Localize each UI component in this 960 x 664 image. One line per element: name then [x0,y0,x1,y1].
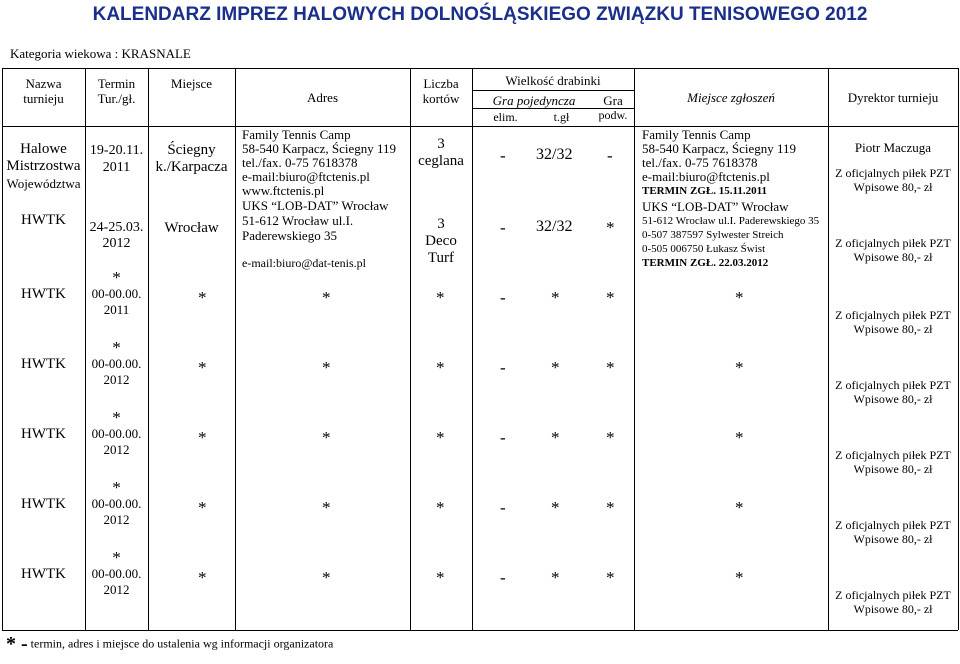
application-contact: UKS “LOB-DAT” Wrocław 51-612 Wrocław ul.I. Paderewskiego 35 0-507 387597 Sylwester Streich 0-505 006750 Łukasz Świst TERMIN ZGŁ. 22.03.2012 [642,199,820,269]
doubles-value: - [607,146,613,165]
ball-fee-info: Z oficjalnych piłek PZT Wpisowe 80,- zł [835,378,951,406]
star-placeholder: * [322,288,331,307]
term: 24-25.03. 2012 [89,220,144,251]
term: * 00-00.00. 2012 [91,408,142,457]
star-placeholder: * [322,428,331,447]
header-director: Dyrektor turnieju [847,90,939,105]
term: 19-20.11. 2011 [89,143,144,175]
dash-placeholder: - [500,288,506,307]
star-placeholder: * [551,498,560,517]
term: * 00-00.00. 2012 [91,338,142,387]
header-singles: Gra pojedyncza [492,93,576,108]
header-name: Nazwa turnieju [23,76,64,106]
application-contact: Family Tennis Camp 58-540 Karpacz, Ściegny 119 tel./fax. 0-75 7618378 e-mail:biuro@ftctenis.pl TERMIN ZGŁ. 15.11.2011 [642,127,797,197]
elim-value: - [500,218,506,237]
star-placeholder: * [606,568,615,587]
dash-placeholder: - [500,358,506,377]
place: Wrocław [164,220,219,236]
term: * 00-00.00. 2011 [91,268,142,317]
star-placeholder: * [551,428,560,447]
star-placeholder: * [551,358,560,377]
star-placeholder: * [436,358,445,377]
header-doubles: Gra podw. [598,93,628,122]
star-placeholder: * [735,498,744,517]
star-placeholder: * [322,568,331,587]
star-placeholder: * [606,358,615,377]
application-deadline: TERMIN ZGŁ. 15.11.2011 [642,185,767,197]
star-placeholder: * [551,288,560,307]
header-tgl: t.gł [553,110,570,124]
header-courts: Liczba kortów [422,76,460,106]
tournament-name: HWTK [21,356,66,372]
main-draw-value: 32/32 [536,146,573,163]
director-name: Piotr Maczuga [854,140,932,155]
address: UKS “LOB-DAT” Wrocław 51-612 Wrocław ul.I. Paderewskiego 35 e-mail:biuro@dat-tenis.pl [242,198,389,270]
dash-placeholder: - [500,568,506,587]
tournament-name: HWTK [21,426,66,442]
header-term: Termin Tur./gł. [97,76,136,106]
star-placeholder: * [198,358,207,377]
tournament-name: HWTK [21,286,66,302]
star-placeholder: * [322,358,331,377]
star-placeholder: * [198,568,207,587]
ball-fee-info: Z oficjalnych piłek PZT Wpisowe 80,- zł [835,166,951,194]
ball-fee-info: Z oficjalnych piłek PZT Wpisowe 80,- zł [835,448,951,476]
page-title: KALENDARZ IMPREZ HALOWYCH DOLNOŚLĄSKIEGO ZWIĄZKU TENISOWEGO 2012 [92,4,868,25]
star-placeholder: * [735,428,744,447]
star-placeholder: * [322,498,331,517]
star-placeholder: * [436,288,445,307]
application-deadline: TERMIN ZGŁ. 22.03.2012 [642,257,769,269]
star-placeholder: * [436,568,445,587]
star-placeholder: * [735,358,744,377]
doubles-value: * [606,218,615,237]
ball-fee-info: Z oficjalnych piłek PZT Wpisowe 80,- zł [835,588,951,616]
ball-fee-info: Z oficjalnych piłek PZT Wpisowe 80,- zł [835,308,951,336]
main-draw-value: 32/32 [536,218,573,235]
tournament-name: HWTK [21,212,66,228]
courts: 3 Deco Turf [425,216,457,266]
ball-fee-info: Z oficjalnych piłek PZT Wpisowe 80,- zł [835,236,951,264]
place: Ściegny k./Karpacza [155,142,228,175]
tournament-name: Halowe Mistrzostwa Województwa [6,141,81,191]
header-elim: elim. [493,110,518,124]
star-placeholder: * [436,498,445,517]
dash-placeholder: - [500,428,506,447]
courts: 3 ceglana [418,136,464,169]
header-draw-size: Wielkość drabinki [505,73,601,88]
address: Family Tennis Camp 58-540 Karpacz, Ściegny 119 tel./fax. 0-75 7618378 e-mail:biuro@ftctenis.pl www.ftctenis.pl [242,127,397,198]
term: * 00-00.00. 2012 [91,478,142,527]
footnote: * - termin, adres i miejsce do ustalenia wg informacji organizatora [6,633,334,655]
tournament-name: HWTK [21,566,66,582]
tournament-name: HWTK [21,496,66,512]
star-placeholder: * [735,568,744,587]
ball-fee-info: Z oficjalnych piłek PZT Wpisowe 80,- zł [835,518,951,546]
star-placeholder: * [606,428,615,447]
star-placeholder: * [606,288,615,307]
star-placeholder: * [735,288,744,307]
star-placeholder: * [198,498,207,517]
star-placeholder: * [198,288,207,307]
header-address: Adres [306,90,339,105]
term: * 00-00.00. 2012 [91,548,142,597]
star-placeholder: * [551,568,560,587]
star-placeholder: * [198,428,207,447]
elim-value: - [500,146,506,165]
star-placeholder: * [436,428,445,447]
dash-placeholder: - [500,498,506,517]
header-applications: Miejsce zgłoszeń [687,90,775,105]
age-category: Kategoria wiekowa : KRASNALE [10,46,191,61]
star-placeholder: * [606,498,615,517]
header-place: Miejsce [170,76,213,91]
